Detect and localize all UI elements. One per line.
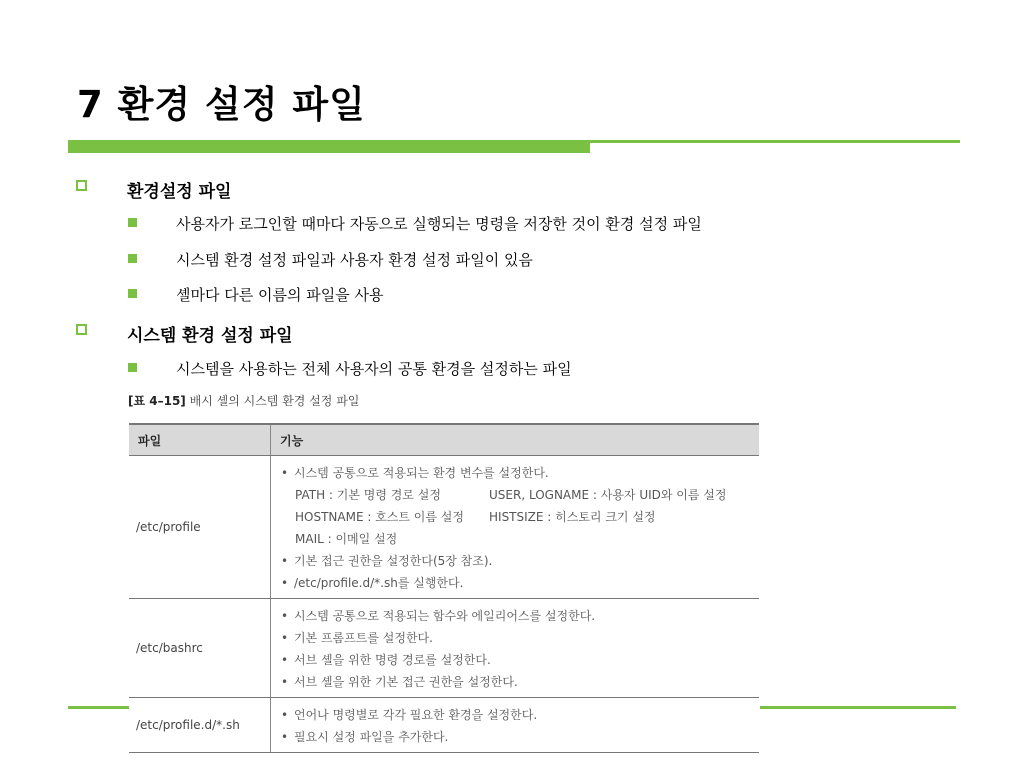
- table-caption-label: [표 4–15]: [128, 394, 186, 408]
- env-variable-text: PATH : 기본 명령 경로 설정: [295, 488, 441, 502]
- function-text: 시스템 공통으로 적용되는 함수와 에일리어스를 설정한다.: [294, 609, 596, 623]
- env-variable-line: [281, 484, 759, 506]
- env-variable-line: [281, 506, 759, 528]
- filled-square-bullet-icon: [128, 363, 137, 372]
- bullet-dot-icon: •: [281, 675, 289, 689]
- env-variable-line: [281, 528, 759, 550]
- function-text: 서브 셸을 위한 기본 접근 권한을 설정한다.: [294, 675, 518, 689]
- bullet-dot-icon: •: [281, 466, 289, 480]
- footer-line-right: [760, 706, 956, 709]
- file-path-cell: /etc/profile.d/*.sh: [129, 698, 271, 753]
- env-variable-text: MAIL : 이메일 설정: [295, 532, 398, 546]
- bullet-dot-icon: •: [281, 653, 289, 667]
- bullet-dot-icon: •: [281, 554, 289, 568]
- slide-title: 7 환경 설정 파일: [77, 83, 366, 126]
- function-text: /etc/profile.d/*.sh를 실행한다.: [294, 576, 464, 590]
- function-cell: [271, 698, 760, 753]
- function-bullet-line: [281, 671, 759, 693]
- table-caption-text: 배시 셸의 시스템 환경 설정 파일: [185, 394, 360, 408]
- function-text: 언어나 명령별로 각각 필요한 환경을 설정한다.: [294, 708, 538, 722]
- bullet-dot-icon: •: [281, 730, 289, 744]
- env-variable-text: USER, LOGNAME : 사용자 UID와 이름 설정: [489, 488, 727, 502]
- function-bullet-line: [281, 550, 759, 572]
- hollow-square-bullet-icon: [76, 180, 87, 191]
- filled-square-bullet-icon: [128, 254, 137, 263]
- function-text: 기본 프롬프트를 설정한다.: [294, 631, 433, 645]
- function-text: 서브 셸을 위한 명령 경로를 설정한다.: [294, 653, 491, 667]
- table-caption: [128, 392, 359, 409]
- function-bullet-line: [281, 572, 759, 594]
- table-row: [129, 456, 759, 599]
- function-bullet-line: [281, 627, 759, 649]
- bullet-dot-icon: •: [281, 576, 289, 590]
- function-text: 시스템 공통으로 적용되는 환경 변수를 설정한다.: [294, 466, 549, 480]
- function-bullet-line: [281, 726, 759, 748]
- function-bullet-line: [281, 462, 759, 484]
- config-file-table: [129, 423, 759, 753]
- file-path-cell: /etc/profile: [129, 456, 271, 599]
- function-cell: [271, 599, 760, 698]
- function-bullet-line: [281, 649, 759, 671]
- table-row: [129, 599, 759, 698]
- function-bullet-line: [281, 704, 759, 726]
- filled-square-bullet-icon: [128, 218, 137, 227]
- function-text: 필요시 설정 파일을 추가한다.: [294, 730, 449, 744]
- function-text: 기본 접근 권한을 설정한다(5장 참조).: [294, 554, 493, 568]
- bullet-dot-icon: •: [281, 631, 289, 645]
- function-bullet-line: [281, 605, 759, 627]
- column-header-file: 파일: [129, 424, 271, 456]
- title-underline-thick: [68, 142, 590, 153]
- hollow-square-bullet-icon: [76, 324, 87, 335]
- function-cell: [271, 456, 760, 599]
- column-header-function: 기능: [271, 424, 760, 456]
- table-row: [129, 698, 759, 753]
- bullet-dot-icon: •: [281, 708, 289, 722]
- footer-line-left: [68, 706, 130, 709]
- env-variable-text: HISTSIZE : 히스토리 크기 설정: [489, 510, 656, 524]
- bullet-dot-icon: •: [281, 609, 289, 623]
- file-path-cell: /etc/bashrc: [129, 599, 271, 698]
- table-header-row: [129, 424, 759, 456]
- env-variable-text: HOSTNAME : 호스트 이름 설정: [295, 510, 464, 524]
- filled-square-bullet-icon: [128, 289, 137, 298]
